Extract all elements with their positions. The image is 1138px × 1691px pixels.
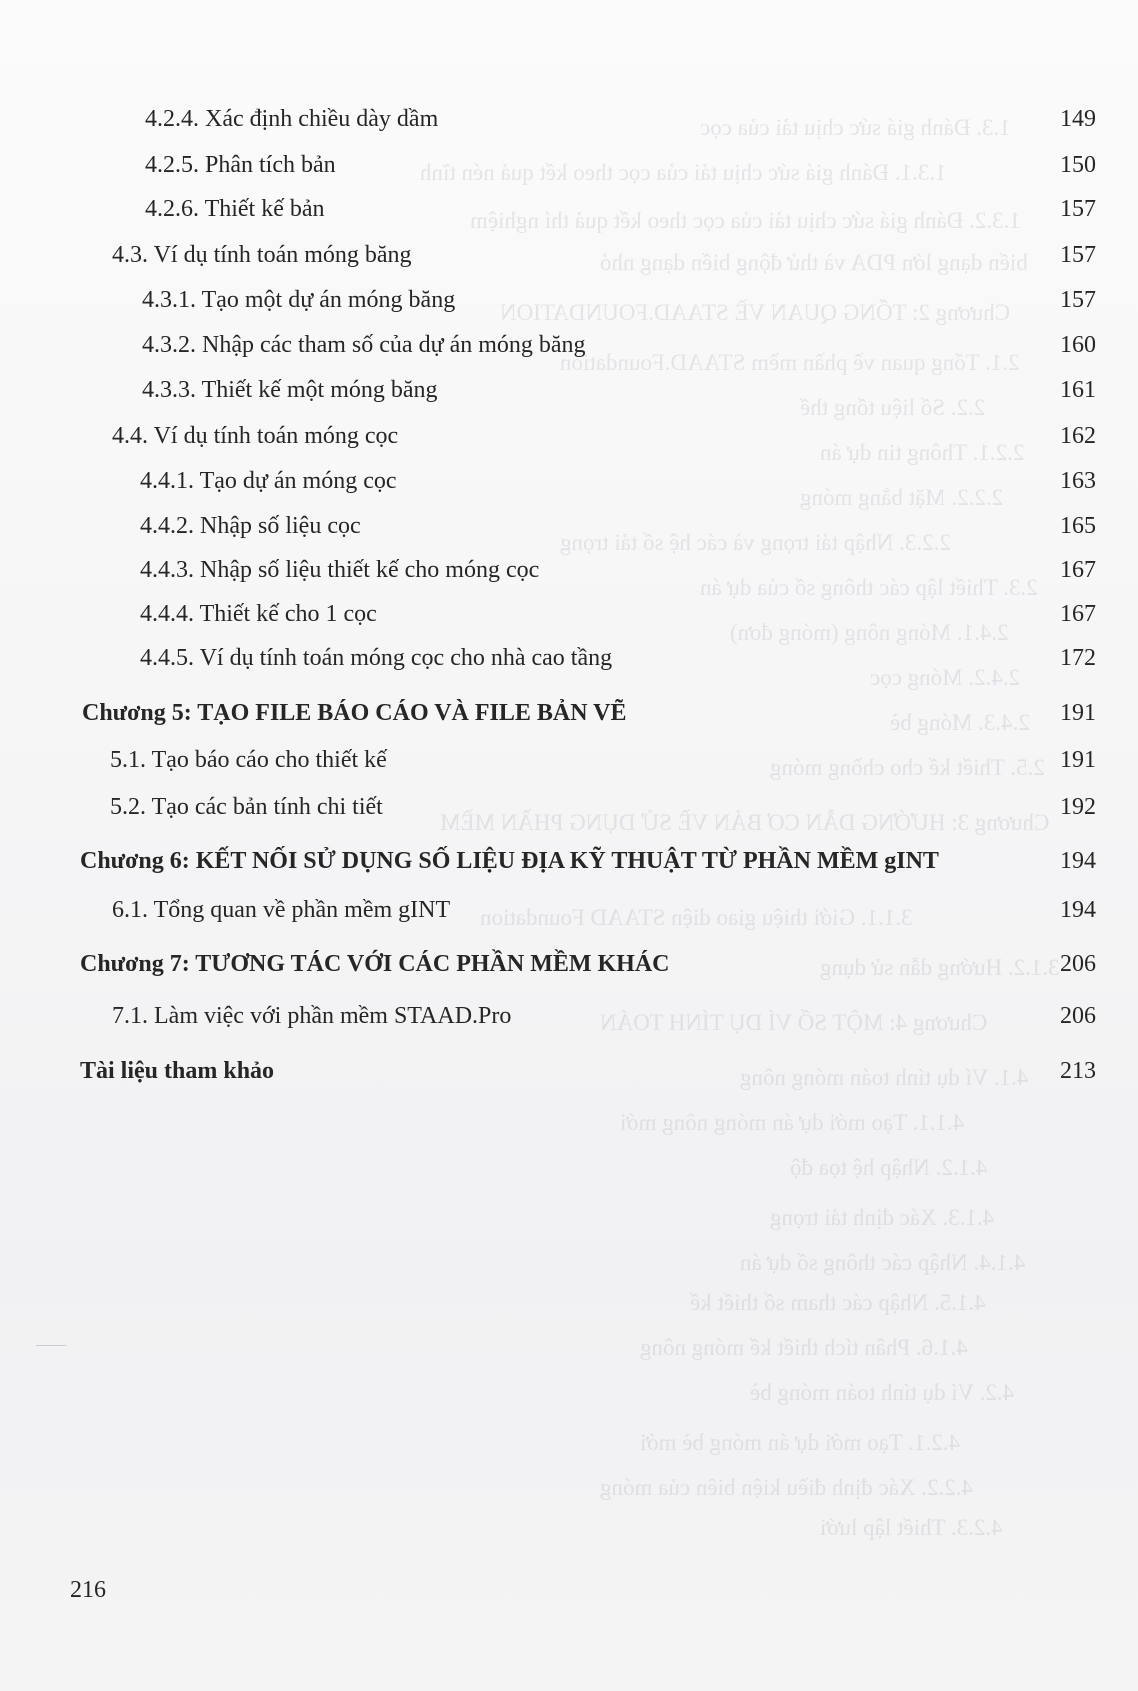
toc-entry (0, 377, 1138, 413)
toc-entry-page: 213 (1060, 1058, 1096, 1084)
toc-entry-page: 160 (1060, 332, 1096, 358)
toc-entry-title: 6.1. Tổng quan về phần mềm gINT (112, 897, 451, 923)
toc-entry-page: 161 (1060, 377, 1096, 403)
toc-entry (0, 152, 1138, 188)
toc-entry-title: 4.3.3. Thiết kế một móng băng (142, 377, 438, 403)
toc-entry-title: 4.4.5. Ví dụ tính toán móng cọc cho nhà cao tầng (140, 645, 613, 671)
toc-entry (0, 794, 1138, 830)
toc-entry (0, 196, 1138, 232)
toc-entry (0, 287, 1138, 323)
toc-entry-page: 167 (1060, 557, 1096, 583)
toc-entry-page: 191 (1060, 747, 1096, 773)
toc-entry-page: 194 (1060, 848, 1096, 874)
toc-chapter-title: Chương 7: TƯƠNG TÁC VỚI CÁC PHẦN MỀM KHÁC (80, 951, 670, 977)
toc-entry-page: 162 (1060, 423, 1096, 449)
toc-chapter-title: Chương 5: TẠO FILE BÁO CÁO VÀ FILE BẢN VẼ (82, 700, 627, 726)
toc-entry (0, 1003, 1138, 1039)
toc-entry (0, 332, 1138, 368)
toc-entry-page: 206 (1060, 951, 1096, 977)
toc-entry-title: 4.4.1. Tạo dự án móng cọc (140, 468, 397, 494)
toc-entry-title: 4.3. Ví dụ tính toán móng băng (112, 242, 412, 268)
toc-entry (0, 601, 1138, 637)
margin-mark (36, 1345, 66, 1346)
toc-entry-title: 4.3.2. Nhập các tham số của dự án móng băng (142, 332, 586, 358)
toc-entry-title: 4.2.4. Xác định chiều dày dầm (145, 106, 439, 132)
toc-entry-title: 4.2.6. Thiết kế bản (145, 196, 325, 222)
toc-entry-title: 7.1. Làm việc với phần mềm STAAD.Pro (112, 1003, 512, 1029)
toc-entry-title: 5.2. Tạo các bản tính chi tiết (110, 794, 383, 820)
toc-chapter (0, 951, 1138, 987)
toc-entry (0, 242, 1138, 278)
toc-entry (0, 423, 1138, 459)
toc-chapter (0, 848, 1138, 884)
toc-entry-title: 4.4.3. Nhập số liệu thiết kế cho móng cọc (140, 557, 540, 583)
toc-entry-page: 157 (1060, 196, 1096, 222)
toc-entry-page: 150 (1060, 152, 1096, 178)
toc-entry-page: 157 (1060, 287, 1096, 313)
toc-entry (0, 645, 1138, 681)
toc-entry-title: 4.3.1. Tạo một dự án móng băng (142, 287, 456, 313)
toc-entry-page: 149 (1060, 106, 1096, 132)
toc-entry-title: 4.2.5. Phân tích bản (145, 152, 336, 178)
toc-entry-page: 194 (1060, 897, 1096, 923)
toc-chapter-title: Tài liệu tham khảo (80, 1058, 275, 1084)
toc-chapter-title: Chương 6: KẾT NỐI SỬ DỤNG SỐ LIỆU ĐỊA KỸ THUẬT TỪ PHẦN MỀM gINT (80, 848, 939, 874)
toc-entry-title: 4.4.4. Thiết kế cho 1 cọc (140, 601, 377, 627)
toc-entry (0, 106, 1138, 142)
toc-chapter (0, 1058, 1138, 1094)
toc-entry-title: 4.4. Ví dụ tính toán móng cọc (112, 423, 399, 449)
toc-entry-title: 4.4.2. Nhập số liệu cọc (140, 513, 361, 539)
toc-entry (0, 747, 1138, 783)
toc-entry (0, 513, 1138, 549)
toc-entry-page: 165 (1060, 513, 1096, 539)
toc-entry-page: 167 (1060, 601, 1096, 627)
toc-chapter (0, 700, 1138, 736)
toc-entry (0, 897, 1138, 933)
toc-entry-page: 191 (1060, 700, 1096, 726)
bleed-through-background: 1.3. Đánh giá sức chịu tải của cọc 1.3.1. Đánh giá sức chịu tải của cọc theo kết quả nén tĩnh 1.3.2. Đánh giá sức chịu tải của cọc theo kết quả thí nghiệm biến dạng lớn PDA và thử động biến dạng nhỏ Chương 2: TỔNG QUAN VỀ STAAD.FOUNDATION 2.1. Tổng quan về phần mềm STAAD.Foundation 2.2. Số liệu tổng thể 2.2.1. Thông tin dự án 2.2.2. Mặt bằng móng 2.2.3. Nhập tải trọng và các hệ số tải trọng 2.3. Thiết lập các thông số của dự án 2.4.1. Móng nông (móng đơn) 2.4.2. Móng cọc 2.4.3. Móng bè 2.5. Thiết kế cho chồng móng Chương 3: HƯỚNG DẪN CƠ BẢN VỀ SỬ DỤNG PHẦN MỀM 3.1.1. Giới thiệu giao diện STAAD Foundation 3.1.2. Hướng dẫn sử dụng Chương 4: MỘT SỐ VÍ DỤ TÍNH TOÁN 4.1. Ví dụ tính toán móng nông 4.1.1. Tạo mới dự án móng nông mới 4.1.2. Nhập hệ tọa độ 4.1.3. Xác định tải trọng 4.1.4. Nhập các thông số dự án 4.1.5. Nhập các tham số thiết kế 4.1.6. Phân tích thiết kế móng nông 4.2. Ví dụ tính toán móng bè 4.2.1. Tạo mới dự án móng bè mới 4.2.2. Xác định điều kiện biên của móng 4.2.3. Thiết lập lưới (420, 115, 1060, 1540)
toc-entry-page: 192 (1060, 794, 1096, 820)
toc-entry (0, 468, 1138, 504)
toc-entry-page: 157 (1060, 242, 1096, 268)
toc-entry (0, 557, 1138, 593)
toc-entry-page: 163 (1060, 468, 1096, 494)
toc-entry-page: 172 (1060, 645, 1096, 671)
toc-entry-title: 5.1. Tạo báo cáo cho thiết kế (110, 747, 387, 773)
toc-entry-page: 206 (1060, 1003, 1096, 1029)
page-number: 216 (70, 1577, 106, 1603)
